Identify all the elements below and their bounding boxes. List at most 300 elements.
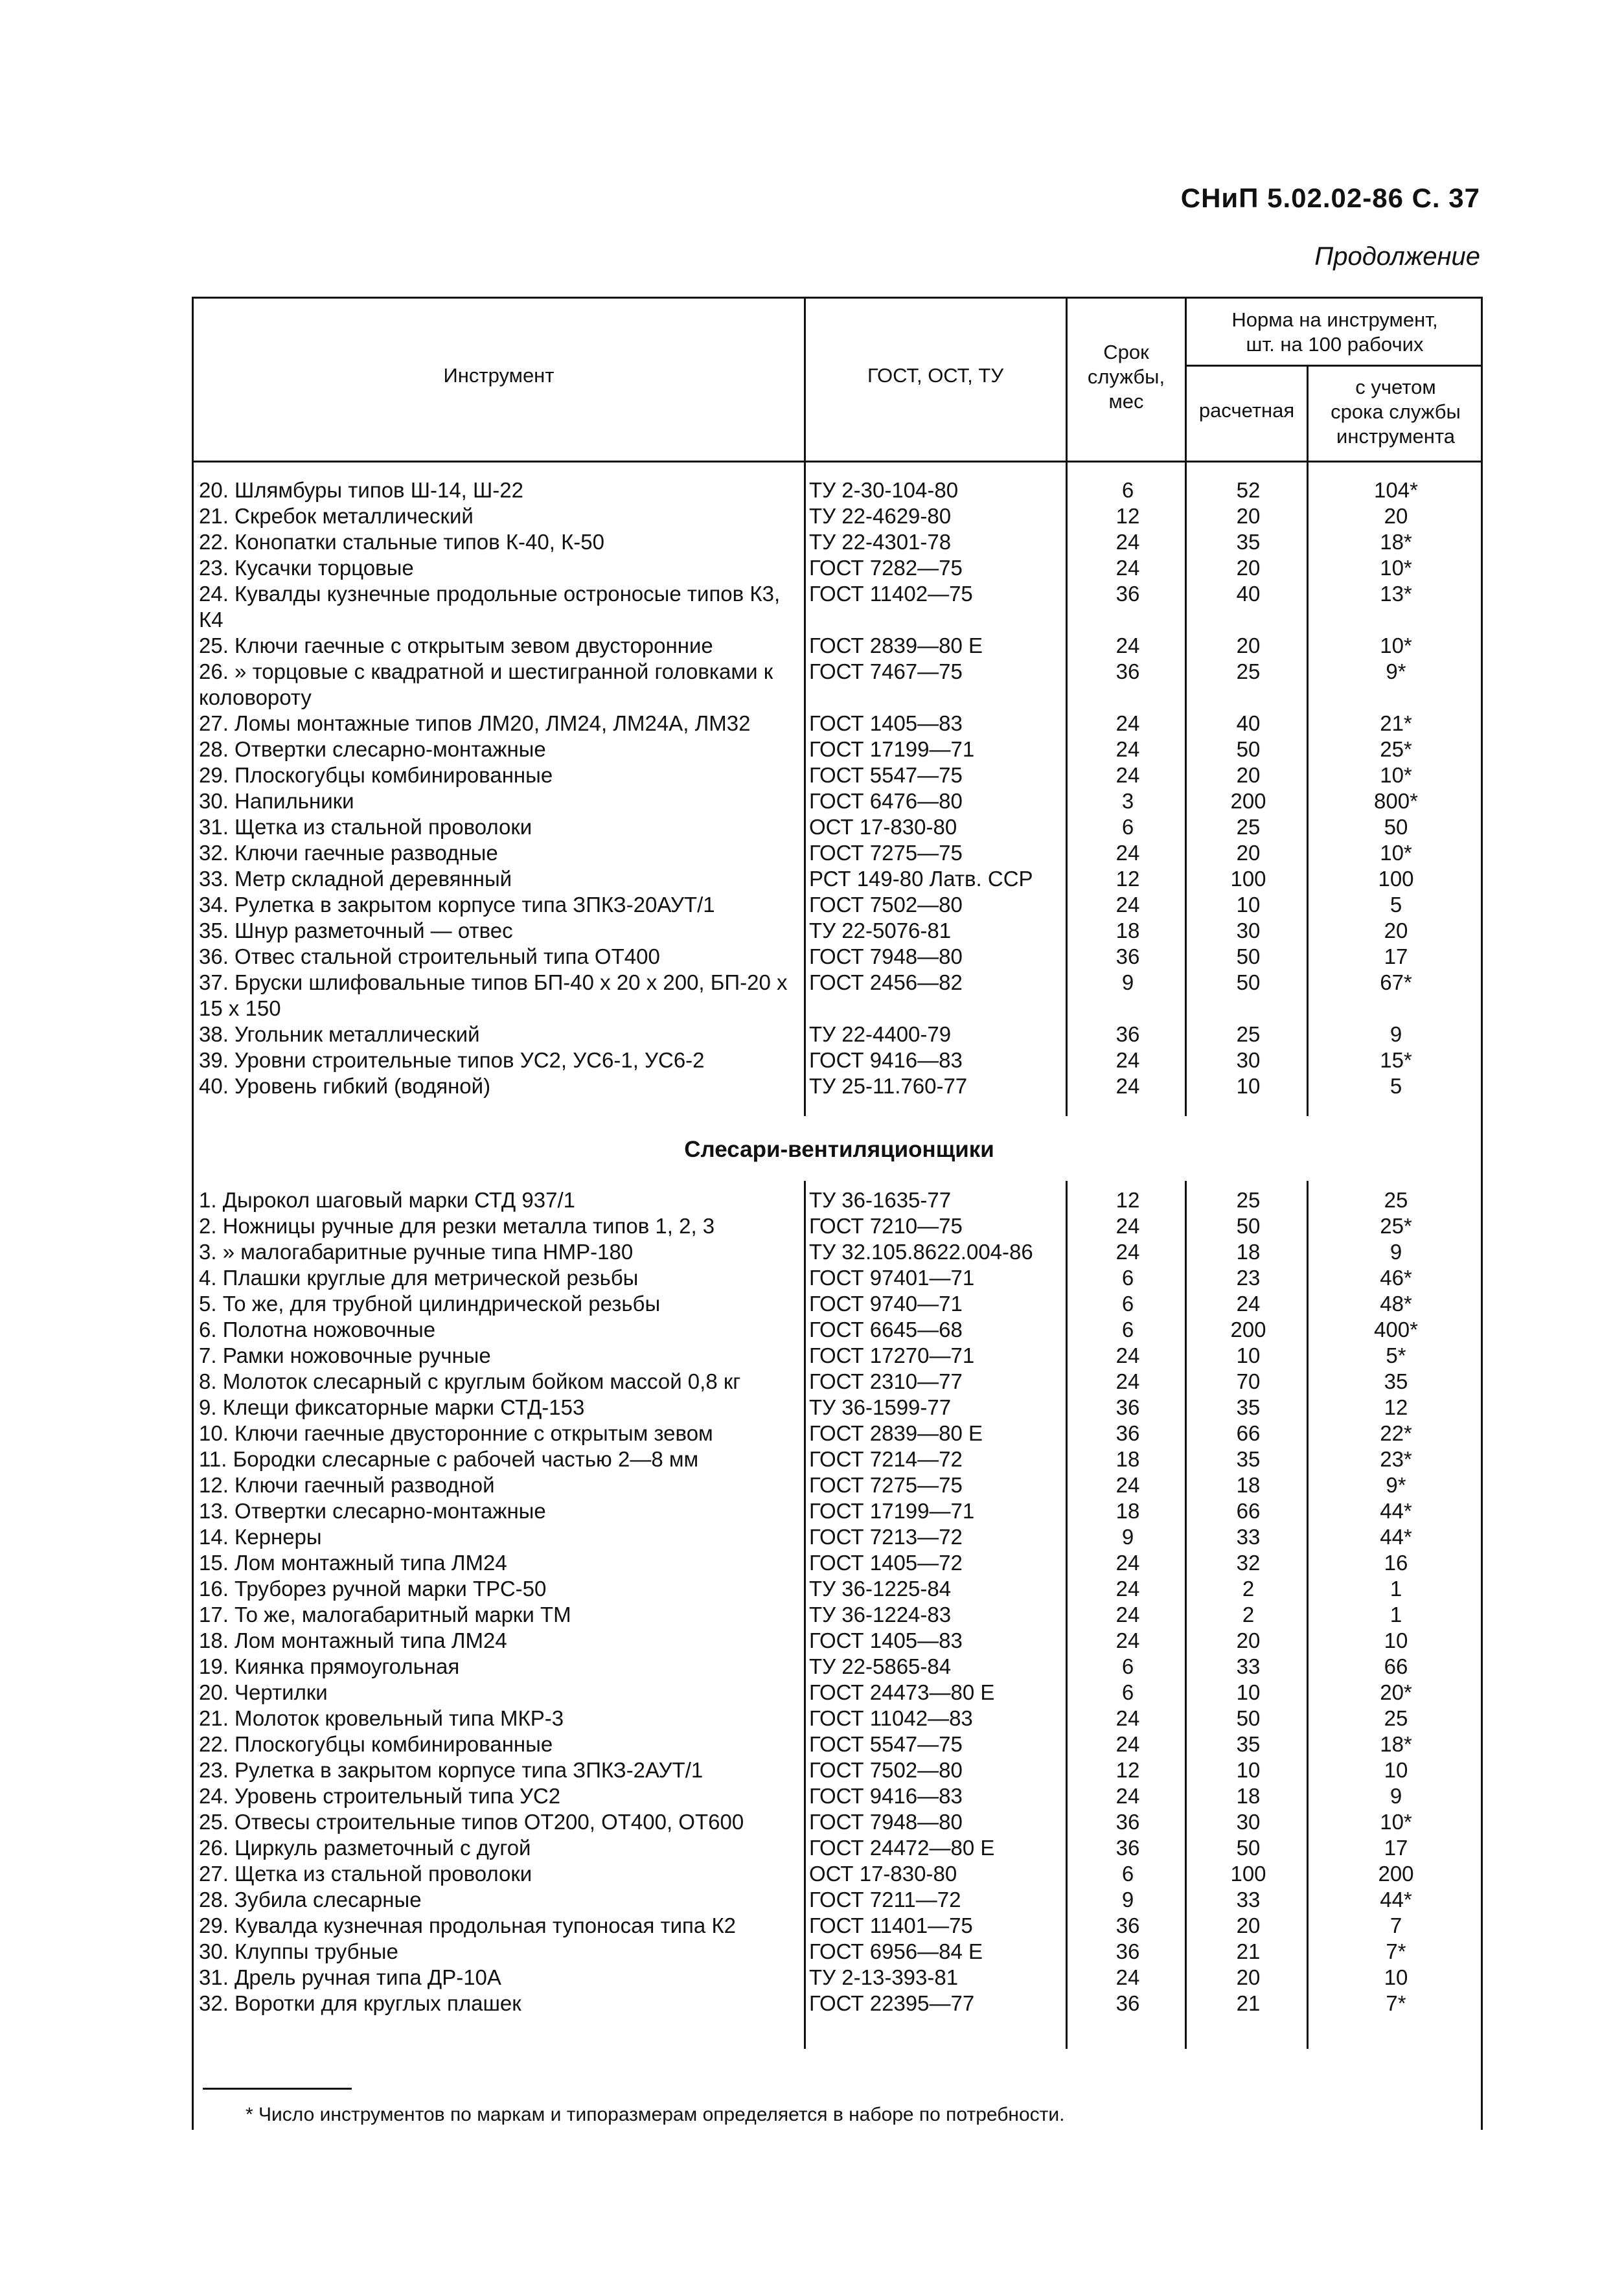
tool-name-cell: 33. Метр складной деревянный (199, 867, 512, 891)
tool-name-cell: 23. Кусачки торцовые (199, 556, 414, 580)
table-row (194, 1861, 1485, 1887)
standard-cell: ГОСТ 6645—68 (809, 1318, 963, 1342)
service-life-cell: 24 (1115, 737, 1140, 761)
tool-name-cell: 5. То же, для трубной цилиндрической резьбы (199, 1292, 661, 1316)
table-row (194, 659, 1485, 711)
norm-calculated-cell: 18 (1236, 1240, 1261, 1264)
norm-with-life-cell: 400* (1374, 1318, 1418, 1342)
table-row (194, 1706, 1485, 1731)
tool-name-cell: 32. Воротки для круглых плашек (199, 1991, 521, 2015)
tool-name-cell: 17. То же, малогабаритный марки ТМ (199, 1603, 571, 1627)
header-norm-line: шт. на 100 рабочих (1246, 333, 1424, 356)
tool-name-cell: 29. Кувалда кузнечная продольная тупоносая типа К2 (199, 1913, 737, 1937)
tool-name-cell: 27. Ломы монтажные типов ЛМ20, ЛМ24, ЛМ24А, ЛМ32 (199, 711, 751, 735)
norm-with-life-cell: 25* (1380, 737, 1412, 761)
tool-name-cell: 28. Отвертки слесарно-монтажные (199, 737, 546, 761)
standard-cell: ГОСТ 97401—71 (809, 1266, 975, 1290)
norm-calculated-cell: 20 (1236, 1965, 1261, 1989)
norm-calculated-cell: 50 (1236, 1214, 1261, 1238)
tool-name-cell: 25. Отвесы строительные типов ОТ200, ОТ400, ОТ600 (199, 1810, 744, 1834)
norm-with-life-cell: 44* (1380, 1499, 1412, 1523)
norm-calculated-cell: 50 (1236, 944, 1261, 968)
table-row (194, 1317, 1485, 1343)
standard-cell: ГОСТ 7467—75 (809, 659, 963, 683)
header-norm-line: Норма на инструмент, (1231, 308, 1438, 331)
service-life-cell: 24 (1115, 763, 1140, 787)
table-row (194, 1498, 1485, 1524)
service-life-cell: 3 (1121, 789, 1134, 813)
standard-cell: ГОСТ 7275—75 (809, 1473, 963, 1497)
standard-cell: ТУ 22-5076-81 (809, 919, 952, 942)
norm-with-life-cell: 10* (1380, 1810, 1412, 1834)
service-life-cell: 24 (1115, 1784, 1140, 1808)
norm-with-life-cell: 22* (1380, 1421, 1412, 1445)
standard-cell: ТУ 2-13-393-81 (809, 1965, 959, 1989)
norm-with-life-cell: 18* (1380, 530, 1412, 554)
norm-with-life-cell: 66 (1384, 1654, 1408, 1678)
norm-with-life-cell: 48* (1380, 1292, 1412, 1316)
norm-calculated-cell: 20 (1236, 504, 1261, 528)
table-row (194, 788, 1485, 814)
table-row (194, 1939, 1485, 1965)
standard-cell: ГОСТ 22395—77 (809, 1991, 975, 2015)
table-row (194, 711, 1485, 737)
norm-with-life-cell: 10 (1384, 1628, 1408, 1652)
norm-calculated-cell: 10 (1236, 1074, 1261, 1098)
tool-name-cell: 21. Молоток кровельный типа МКР-3 (199, 1706, 564, 1730)
table-row (194, 633, 1485, 659)
norm-calculated-cell: 30 (1236, 1048, 1261, 1072)
tool-name-cell: 10. Ключи гаечные двусторонние с открытым зевом (199, 1421, 713, 1445)
standard-cell: ТУ 22-4400-79 (809, 1022, 952, 1046)
norm-with-life-cell: 25 (1384, 1188, 1408, 1212)
table-row (194, 1783, 1485, 1809)
norm-with-life-cell: 10 (1384, 1965, 1408, 1989)
standard-cell: ТУ 36-1225-84 (809, 1577, 952, 1601)
service-life-cell: 36 (1115, 1939, 1140, 1963)
norm-calculated-cell: 35 (1236, 1395, 1261, 1419)
norm-calculated-cell: 18 (1236, 1784, 1261, 1808)
tool-name-cell: 34. Рулетка в закрытом корпусе типа ЗПКЗ-20АУТ/1 (199, 893, 715, 917)
standard-cell: ГОСТ 2839—80 Е (809, 1421, 983, 1445)
norm-with-life-cell: 1 (1390, 1577, 1402, 1601)
service-life-cell: 24 (1115, 1240, 1140, 1264)
tool-name-cell: 18. Лом монтажный типа ЛМ24 (199, 1628, 507, 1652)
tools-table (192, 297, 1483, 2130)
tool-name-cell: 26. » торцовые с квадратной и шестигранной головками к коловороту (199, 659, 773, 709)
service-life-cell: 24 (1115, 1706, 1140, 1730)
norm-calculated-cell: 24 (1236, 1292, 1261, 1316)
service-life-cell: 36 (1115, 1395, 1140, 1419)
service-life-cell: 6 (1121, 1862, 1134, 1886)
standard-cell: ГОСТ 7948—80 (809, 1810, 963, 1834)
service-life-cell: 24 (1115, 711, 1140, 735)
service-life-cell: 6 (1121, 1680, 1134, 1704)
service-life-cell: 6 (1121, 1266, 1134, 1290)
table-row (194, 1343, 1485, 1369)
header-with-life-line: инструмента (1336, 425, 1455, 448)
norm-with-life-cell: 100 (1378, 867, 1414, 891)
norm-calculated-cell: 50 (1236, 737, 1261, 761)
service-life-cell: 24 (1115, 1048, 1140, 1072)
table-row (194, 1421, 1485, 1446)
tool-name-cell: 22. Плоскогубцы комбинированные (199, 1732, 553, 1756)
service-life-cell: 24 (1115, 1603, 1140, 1627)
service-life-cell: 18 (1115, 1499, 1140, 1523)
tool-name-cell: 31. Щетка из стальной проволоки (199, 815, 532, 839)
standard-cell: ГОСТ 11402—75 (809, 582, 973, 606)
norm-calculated-cell: 33 (1236, 1525, 1261, 1549)
norm-calculated-cell: 2 (1242, 1603, 1255, 1627)
standard-cell: ГОСТ 7213—72 (809, 1525, 963, 1549)
norm-calculated-cell: 66 (1236, 1421, 1261, 1445)
norm-calculated-cell: 23 (1236, 1266, 1261, 1290)
header-service-life-line: мес (1108, 390, 1144, 413)
norm-calculated-cell: 200 (1230, 1318, 1266, 1342)
tool-name-cell: 9. Клещи фиксаторные марки СТД-153 (199, 1395, 585, 1419)
table-row (194, 737, 1485, 762)
table-row (194, 503, 1485, 529)
service-life-cell: 6 (1121, 478, 1134, 502)
norm-calculated-cell: 35 (1236, 530, 1261, 554)
service-life-cell: 12 (1115, 1758, 1140, 1782)
tool-name-cell: 24. Кувалды кузнечные продольные остроносые типов К3, К4 (199, 582, 781, 632)
standard-cell: ГОСТ 7210—75 (809, 1214, 963, 1238)
standard-cell: ГОСТ 17199—71 (809, 737, 975, 761)
norm-calculated-cell: 20 (1236, 556, 1261, 580)
table-row (194, 1187, 1485, 1213)
table-row (194, 970, 1485, 1022)
service-life-cell: 24 (1115, 1343, 1140, 1367)
norm-with-life-cell: 25* (1380, 1214, 1412, 1238)
service-life-cell: 36 (1115, 1810, 1140, 1834)
page-reference: СНиП 5.02.02-86 С. 37 (1180, 183, 1480, 213)
norm-with-life-cell: 17 (1384, 944, 1408, 968)
table-row (194, 1628, 1485, 1654)
tool-name-cell: 4. Плашки круглые для метрической резьбы (199, 1266, 639, 1290)
norm-calculated-cell: 21 (1236, 1991, 1261, 2015)
service-life-cell: 9 (1121, 1525, 1134, 1549)
tool-name-cell: 1. Дырокол шаговый марки СТД 937/1 (199, 1188, 575, 1212)
standard-cell: ТУ 22-5865-84 (809, 1654, 952, 1678)
table-row (194, 477, 1485, 503)
service-life-cell: 24 (1115, 1473, 1140, 1497)
tool-name-cell: 29. Плоскогубцы комбинированные (199, 763, 553, 787)
norm-calculated-cell: 50 (1236, 970, 1261, 994)
standard-cell: ГОСТ 24472—80 Е (809, 1836, 995, 1860)
tool-name-cell: 32. Ключи гаечные разводные (199, 841, 498, 865)
norm-with-life-cell: 23* (1380, 1447, 1412, 1471)
header-sub-divider (1185, 365, 1483, 367)
footnote: * Число инструментов по маркам и типоразмерам определяется в наборе по потребности. (246, 2104, 1065, 2125)
header-service-life-line: Срок (1103, 341, 1149, 363)
norm-with-life-cell: 104* (1374, 478, 1418, 502)
service-life-cell: 36 (1115, 1991, 1140, 2015)
norm-calculated-cell: 20 (1236, 841, 1261, 865)
tool-name-cell: 27. Щетка из стальной проволоки (199, 1862, 532, 1886)
norm-calculated-cell: 30 (1236, 1810, 1261, 1834)
footnote-rule (203, 2088, 352, 2090)
service-life-cell: 18 (1115, 919, 1140, 942)
norm-calculated-cell: 100 (1230, 1862, 1266, 1886)
header-bottom-rule (194, 461, 1481, 463)
standard-cell: РСТ 149-80 Латв. ССР (809, 867, 1033, 891)
service-life-cell: 36 (1115, 944, 1140, 968)
service-life-cell: 12 (1115, 504, 1140, 528)
norm-calculated-cell: 25 (1236, 1188, 1261, 1212)
tool-name-cell: 26. Циркуль разметочный с дугой (199, 1836, 531, 1860)
header-calculated: расчетная (1198, 399, 1295, 422)
table-row (194, 1550, 1485, 1576)
norm-with-life-cell: 7* (1386, 1939, 1406, 1963)
norm-with-life-cell: 17 (1384, 1836, 1408, 1860)
tool-name-cell: 16. Труборез ручной марки ТРС-50 (199, 1577, 547, 1601)
service-life-cell: 6 (1121, 1654, 1134, 1678)
norm-calculated-cell: 40 (1236, 582, 1261, 606)
table-row (194, 1913, 1485, 1939)
table-row (194, 1731, 1485, 1757)
table-row (194, 1472, 1485, 1498)
table-row (194, 1047, 1485, 1073)
norm-with-life-cell: 1 (1390, 1603, 1402, 1627)
norm-with-life-cell: 7* (1386, 1991, 1406, 2015)
norm-with-life-cell: 10* (1380, 763, 1412, 787)
table-row (194, 1809, 1485, 1835)
table-row (194, 1524, 1485, 1550)
table-row (194, 762, 1485, 788)
norm-with-life-cell: 9 (1390, 1240, 1402, 1264)
standard-cell: ГОСТ 7502—80 (809, 893, 963, 917)
standard-cell: ГОСТ 5547—75 (809, 1732, 963, 1756)
standard-cell: ГОСТ 2839—80 Е (809, 634, 983, 657)
tool-name-cell: 35. Шнур разметочный — отвес (199, 919, 513, 942)
norm-calculated-cell: 20 (1236, 634, 1261, 657)
tool-name-cell: 12. Ключи гаечный разводной (199, 1473, 495, 1497)
norm-calculated-cell: 10 (1236, 1680, 1261, 1704)
norm-calculated-cell: 21 (1236, 1939, 1261, 1963)
standard-cell: ТУ 25-11.760-77 (809, 1074, 968, 1098)
service-life-cell: 36 (1115, 1022, 1140, 1046)
norm-calculated-cell: 10 (1236, 1758, 1261, 1782)
norm-calculated-cell: 70 (1236, 1369, 1261, 1393)
header-with-life (1309, 375, 1483, 449)
norm-calculated-cell: 33 (1236, 1654, 1261, 1678)
tool-name-cell: 6. Полотна ножовочные (199, 1318, 436, 1342)
header-standard: ГОСТ, ОСТ, ТУ (867, 364, 1004, 387)
norm-with-life-cell: 10* (1380, 634, 1412, 657)
tool-name-cell: 15. Лом монтажный типа ЛМ24 (199, 1551, 507, 1575)
service-life-cell: 12 (1115, 1188, 1140, 1212)
table-row (194, 944, 1485, 970)
service-life-cell: 24 (1115, 1965, 1140, 1989)
service-life-cell: 6 (1121, 1292, 1134, 1316)
norm-with-life-cell: 5 (1390, 1074, 1402, 1098)
norm-with-life-cell: 200 (1378, 1862, 1414, 1886)
standard-cell: ГОСТ 7948—80 (809, 944, 963, 968)
standard-cell: ГОСТ 11401—75 (809, 1913, 973, 1937)
norm-calculated-cell: 200 (1230, 789, 1266, 813)
table-row (194, 1654, 1485, 1680)
table-row (194, 1369, 1485, 1395)
service-life-cell: 24 (1115, 1074, 1140, 1098)
norm-calculated-cell: 25 (1236, 1022, 1261, 1046)
service-life-cell: 24 (1115, 1577, 1140, 1601)
standard-cell: ГОСТ 7211—72 (809, 1888, 961, 1912)
norm-calculated-cell: 2 (1242, 1577, 1255, 1601)
table-row (194, 1835, 1485, 1861)
tool-name-cell: 22. Конопатки стальные типов К-40, К-50 (199, 530, 605, 554)
standard-cell: ГОСТ 9740—71 (809, 1292, 963, 1316)
tool-name-cell: 31. Дрель ручная типа ДР-10А (199, 1965, 501, 1989)
norm-calculated-cell: 25 (1236, 815, 1261, 839)
table-row (194, 1073, 1485, 1099)
norm-with-life-cell: 44* (1380, 1888, 1412, 1912)
norm-calculated-cell: 25 (1236, 659, 1261, 683)
table-row (194, 529, 1485, 555)
norm-with-life-cell: 25 (1384, 1706, 1408, 1730)
standard-cell: ГОСТ 7214—72 (809, 1447, 963, 1471)
norm-with-life-cell: 9 (1390, 1022, 1402, 1046)
continuation-label: Продолжение (1314, 242, 1480, 271)
tool-name-cell: 11. Бородки слесарные с рабочей частью 2—8 мм (199, 1447, 699, 1471)
header-with-life-line: срока службы (1331, 400, 1461, 423)
norm-with-life-cell: 15* (1380, 1048, 1412, 1072)
tool-name-cell: 21. Скребок металлический (199, 504, 474, 528)
tool-name-cell: 38. Угольник металлический (199, 1022, 480, 1046)
norm-with-life-cell: 20 (1384, 504, 1408, 528)
norm-with-life-cell: 13* (1380, 582, 1412, 606)
tool-name-cell: 28. Зубила слесарные (199, 1888, 422, 1912)
norm-calculated-cell: 20 (1236, 1913, 1261, 1937)
service-life-cell: 24 (1115, 556, 1140, 580)
service-life-cell: 36 (1115, 659, 1140, 683)
norm-with-life-cell: 10* (1380, 556, 1412, 580)
table-row (194, 555, 1485, 581)
service-life-cell: 24 (1115, 1628, 1140, 1652)
service-life-cell: 24 (1115, 1732, 1140, 1756)
service-life-cell: 24 (1115, 1551, 1140, 1575)
norm-with-life-cell: 46* (1380, 1266, 1412, 1290)
standard-cell: ТУ 22-4629-80 (809, 504, 952, 528)
tool-name-cell: 3. » малогабаритные ручные типа НМР-180 (199, 1240, 634, 1264)
service-life-cell: 9 (1121, 970, 1134, 994)
tool-name-cell: 30. Напильники (199, 789, 354, 813)
tool-name-cell: 40. Уровень гибкий (водяной) (199, 1074, 491, 1098)
service-life-cell: 36 (1115, 1836, 1140, 1860)
standard-cell: ГОСТ 24473—80 Е (809, 1680, 995, 1704)
standard-cell: ГОСТ 6956—84 Е (809, 1939, 983, 1963)
service-life-cell: 36 (1115, 582, 1140, 606)
table-row (194, 918, 1485, 944)
service-life-cell: 24 (1115, 530, 1140, 554)
header-with-life-line: с учетом (1355, 376, 1436, 398)
norm-calculated-cell: 50 (1236, 1706, 1261, 1730)
standard-cell: ГОСТ 7502—80 (809, 1758, 963, 1782)
service-life-cell: 36 (1115, 1421, 1140, 1445)
norm-calculated-cell: 66 (1236, 1499, 1261, 1523)
norm-calculated-cell: 52 (1236, 478, 1261, 502)
table-row (194, 1965, 1485, 1991)
standard-cell: ТУ 36-1224-83 (809, 1603, 952, 1627)
table-row (194, 892, 1485, 918)
service-life-cell: 18 (1115, 1447, 1140, 1471)
tool-name-cell: 23. Рулетка в закрытом корпусе типа ЗПКЗ-2АУТ/1 (199, 1758, 703, 1782)
header-service-life-line: службы, (1087, 365, 1165, 388)
norm-with-life-cell: 67* (1380, 970, 1412, 994)
standard-cell: ГОСТ 17199—71 (809, 1499, 975, 1523)
norm-calculated-cell: 20 (1236, 763, 1261, 787)
standard-cell: ГОСТ 1405—83 (809, 1628, 963, 1652)
standard-cell: ТУ 2-30-104-80 (809, 478, 959, 502)
service-life-cell: 24 (1115, 893, 1140, 917)
table-row (194, 1446, 1485, 1472)
norm-with-life-cell: 800* (1374, 789, 1418, 813)
service-life-cell: 36 (1115, 1913, 1140, 1937)
tool-name-cell: 30. Клуппы трубные (199, 1939, 398, 1963)
norm-with-life-cell: 5* (1386, 1343, 1406, 1367)
norm-with-life-cell: 9 (1390, 1784, 1402, 1808)
standard-cell: ГОСТ 2456—82 (809, 970, 963, 994)
norm-calculated-cell: 10 (1236, 893, 1261, 917)
table-row (194, 581, 1485, 633)
header-tool: Инструмент (443, 364, 555, 387)
service-life-cell: 24 (1115, 1369, 1140, 1393)
standard-cell: ТУ 36-1599-77 (809, 1395, 952, 1419)
standard-cell: ГОСТ 1405—72 (809, 1551, 963, 1575)
norm-with-life-cell: 44* (1380, 1525, 1412, 1549)
norm-with-life-cell: 9* (1386, 659, 1406, 683)
tool-name-cell: 7. Рамки ножовочные ручные (199, 1343, 491, 1367)
standard-cell: ТУ 22-4301-78 (809, 530, 952, 554)
service-life-cell: 9 (1121, 1888, 1134, 1912)
norm-calculated-cell: 30 (1236, 919, 1261, 942)
table-row (194, 1887, 1485, 1913)
standard-cell: ГОСТ 17270—71 (809, 1343, 975, 1367)
standard-cell: ГОСТ 9416—83 (809, 1784, 963, 1808)
service-life-cell: 24 (1115, 841, 1140, 865)
norm-calculated-cell: 100 (1230, 867, 1266, 891)
norm-with-life-cell: 9* (1386, 1473, 1406, 1497)
standard-cell: ГОСТ 1405—83 (809, 711, 963, 735)
norm-with-life-cell: 50 (1384, 815, 1408, 839)
service-life-cell: 24 (1115, 634, 1140, 657)
service-life-cell: 24 (1115, 1214, 1140, 1238)
standard-cell: ГОСТ 7275—75 (809, 841, 963, 865)
service-life-cell: 12 (1115, 867, 1140, 891)
norm-with-life-cell: 12 (1384, 1395, 1408, 1419)
table-row (194, 1022, 1485, 1047)
service-life-cell: 6 (1121, 1318, 1134, 1342)
table-row (194, 1602, 1485, 1628)
tool-name-cell: 25. Ключи гаечные с открытым зевом двусторонние (199, 634, 713, 657)
table-row (194, 1680, 1485, 1706)
table-row (194, 1991, 1485, 2016)
table-row (194, 1265, 1485, 1291)
norm-with-life-cell: 18* (1380, 1732, 1412, 1756)
norm-with-life-cell: 21* (1380, 711, 1412, 735)
tool-name-cell: 14. Кернеры (199, 1525, 322, 1549)
table-row (194, 814, 1485, 840)
norm-with-life-cell: 5 (1390, 893, 1402, 917)
standard-cell: ТУ 36-1635-77 (809, 1188, 952, 1212)
tool-name-cell: 24. Уровень строительный типа УС2 (199, 1784, 561, 1808)
tool-name-cell: 20. Чертилки (199, 1680, 328, 1704)
table-row (194, 1291, 1485, 1317)
tool-name-cell: 37. Бруски шлифовальные типов БП-40 х 20 х 200, БП-20 х 15 х 150 (199, 970, 788, 1020)
norm-with-life-cell: 10 (1384, 1758, 1408, 1782)
header-service-life (1068, 340, 1185, 414)
standard-cell: ОСТ 17-830-80 (809, 1862, 957, 1886)
